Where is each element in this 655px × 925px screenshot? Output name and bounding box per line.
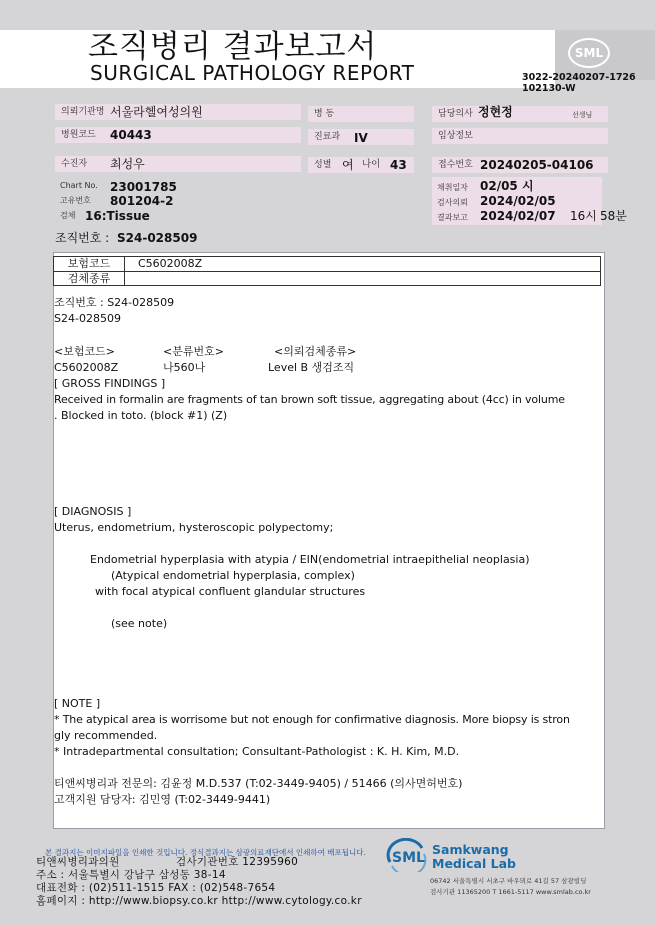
recipient-row [55,156,301,172]
diagnosis-header: [ DIAGNOSIS ] [54,505,132,518]
diagnosis-line-2: Endometrial hyperplasia with atypia / EIN(endometrial intraepithelial neoplasia) [90,553,530,566]
footer-institution-no: 검사기관번호 12395960 [176,856,299,868]
gross-findings-line-2: . Blocked in toto. (block #1) (Z) [54,409,228,422]
collect-value: 02/05 시 [480,179,534,193]
footer-clinic: 티앤씨병리과의원 [36,856,120,868]
specimen-value: 16:Tissue [85,209,150,223]
sml-logo: SML [568,38,610,68]
specimen-type-label: 검체종류 [54,272,125,286]
tissue-no-value: S24-028509 [117,231,198,245]
specimen-type-row [54,272,600,286]
insurance-code-row [54,257,600,272]
insurance-code-value: C5602008Z [138,257,203,270]
note-line-2: gly recommended. [54,729,158,742]
gross-findings-line-1: Received in formalin are fragments of tan brown soft tissue, aggregating about (4cc) in volume [54,393,565,406]
receipt-no-label: 접수번호 [438,160,473,170]
hospital-code-value: 40443 [110,128,152,142]
support-line: 고객지원 담당자: 김민영 (T:02-3449-9441) [54,793,271,806]
age-label: 나이 [362,159,381,170]
report-minute: 58분 [600,209,627,223]
ward-label: 병 동 [314,109,335,119]
footer-address: 주소 : 서울특별시 강남구 삼성동 38-14 [36,869,226,881]
samkwang-contact: 검사기관 11365200 T 1661-5117 www.smlab.co.kr [430,888,591,896]
note-line-3: * Intradepartmental consultation; Consultant-Pathologist : K. H. Kim, M.D. [54,745,460,758]
collect-label: 채취일자 [437,183,468,192]
report-tissue-line-2: S24-028509 [54,312,121,325]
column-insurance-header: <보험코드> [54,345,115,358]
tissue-no-label: 조직번호 : [55,231,110,245]
footer-homepage: 홈페이지 : http://www.biopsy.co.kr http://www.cytology.co.kr [36,895,362,907]
clinical-info-row [432,128,608,144]
note-line-1: * The atypical area is worrisome but not enough for confirmative diagnosis. More biopsy is stron [54,713,570,726]
report-tissue-line: 조직번호 : S24-028509 [54,296,175,309]
institution-value: 서울라헬여성의원 [110,105,203,119]
receipt-no-value: 20240205-04106 [480,158,594,172]
print-notice: 본 결과지는 이미지파일을 인쇄한 것입니다. 정식결과지는 삼광의료재단에서 인쇄하여 배포됩니다. [45,848,366,857]
ward-row [308,106,414,122]
recipient-label: 수진자 [61,159,88,169]
doctor-value: 정현정 [478,105,513,119]
insurance-code-label: 보험코드 [54,257,125,271]
diagnosis-line-5: (see note) [111,617,168,630]
specimen-label: 검체 [60,211,76,220]
footer-phone: 대표전화 : (02)511-1515 FAX : (02)548-7654 [36,882,276,894]
age-value: 43 [390,158,407,172]
column-class-value: 나560나 [163,361,206,374]
chart-no-value: 23001785 [110,180,177,194]
code-table [53,256,601,286]
samkwang-logo-text: SML [392,850,425,866]
recipient-value: 최성우 [110,157,145,171]
samkwang-name-line-1: Samkwang [432,842,509,857]
column-class-header: <분류번호> [163,345,224,358]
report-title-korean: 조직병리 결과보고서 [88,29,378,65]
column-insurance-value: C5602008Z [54,361,119,374]
samkwang-address: 06742 서울특별시 서초구 바우뫼로 41길 57 삼광빌딩 [430,877,587,885]
report-reference-number: 3022-20240207-1726 [522,72,636,83]
specialist-line: 티앤씨병리과 전문의: 김윤정 M.D.537 (T:02-3449-9405) / 51466 (의사면허번호) [54,777,463,790]
hospital-code-row [55,127,301,143]
samkwang-name-line-2: Medical Lab [432,856,516,871]
column-request-value: Level B 생검조직 [268,361,355,374]
unique-no-value: 801204-2 [110,194,174,208]
unique-no-label: 고유번호 [60,196,91,205]
diagnosis-line-4: with focal atypical confluent glandular structures [95,585,366,598]
report-hour: 16시 [570,209,597,223]
note-header: [ NOTE ] [54,697,101,710]
report-date-value: 2024/02/07 [480,209,556,223]
diagnosis-line-3: (Atypical endometrial hyperplasia, complex) [111,569,355,582]
doctor-label: 담당의사 [438,109,473,119]
report-date-label: 결과보고 [437,213,468,222]
dept-label: 진료과 [314,132,341,142]
gross-findings-header: [ GROSS FINDINGS ] [54,377,166,390]
diagnosis-line-1: Uterus, endometrium, hysteroscopic polypectomy; [54,521,334,534]
chart-no-label: Chart No. [60,181,98,190]
clinical-info-label: 임상정보 [438,131,473,141]
column-request-header: <의뢰검체종류> [274,345,357,358]
institution-label: 의뢰기관명 [61,107,105,117]
report-title-english: SURGICAL PATHOLOGY REPORT [90,61,415,85]
request-value: 2024/02/05 [480,194,556,208]
sex-label: 성별 [314,160,332,170]
request-label: 검사의뢰 [437,198,468,207]
dept-value: IV [354,131,368,145]
sex-value: 여 [342,158,354,172]
hospital-code-label: 병원코드 [61,130,96,140]
doctor-suffix: 선생님 [572,111,593,119]
report-reference-suffix: 102130-W [522,83,576,94]
